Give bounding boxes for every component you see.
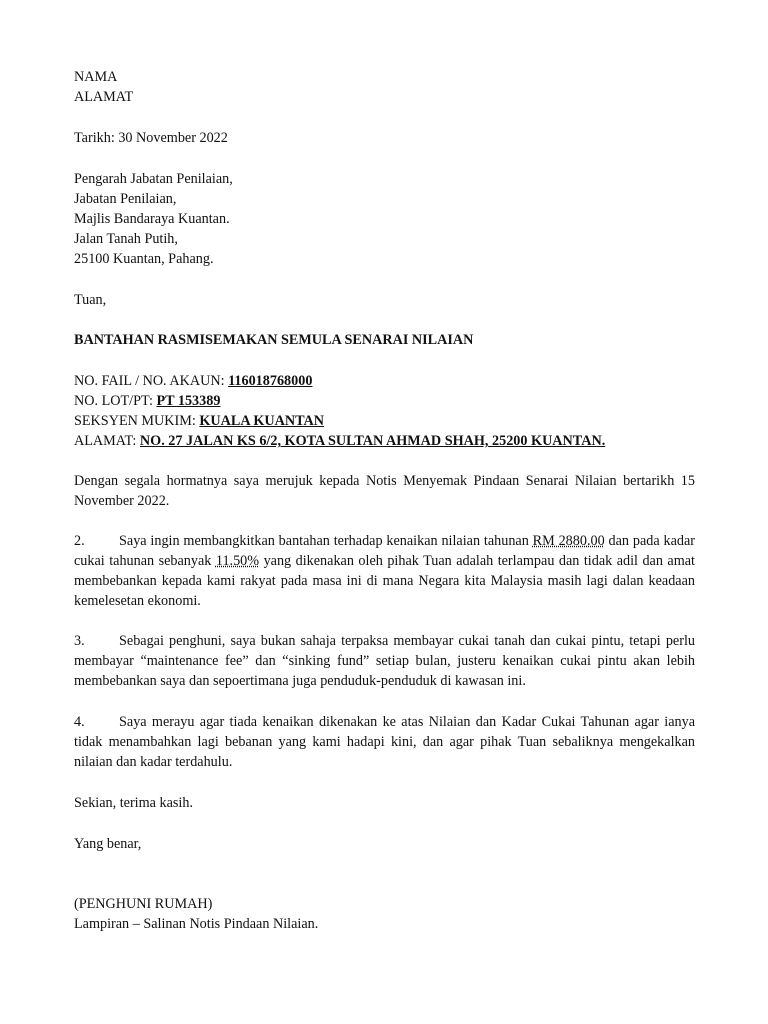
property-address-value: NO. 27 JALAN KS 6/2, KOTA SULTAN AHMAD SHAH, 25200 KUANTAN. (139, 433, 606, 449)
paragraph-4-number: 4. (74, 714, 85, 730)
valuation-amount: RM 2880.00 (532, 533, 605, 549)
file-number-value: 116018768000 (228, 373, 313, 389)
recipient-line: Jabatan Penilaian, (74, 191, 177, 207)
signature-block (74, 894, 695, 934)
sender-address: ALAMAT (74, 89, 134, 105)
sender-block (74, 67, 695, 107)
property-address-label: ALAMAT: (74, 433, 140, 449)
file-number-label: NO. FAIL / NO. AKAUN: (74, 373, 229, 389)
file-number-row (74, 371, 695, 391)
salutation-text: Tuan, (74, 292, 107, 308)
attachment-note: Lampiran – Salinan Notis Pindaan Nilaian. (74, 916, 319, 932)
salutation (74, 290, 695, 310)
subject-heading (74, 330, 695, 350)
paragraph-2-text: yang dikenakan oleh pihak Tuan adalah terlampau dan tidak adil dan amat membebankan kepada kami rakyat pada masa ini di mana Negara kita Malaysia masih lagi dalan keadaan kemelesetan ekonomi. (74, 553, 696, 609)
recipient-block (74, 169, 695, 269)
date-text: Tarikh: 30 November 2022 (74, 130, 228, 146)
paragraph-2-number: 2. (74, 533, 85, 549)
paragraph-1: Dengan segala hormatnya saya merujuk kepada Notis Menyemak Pindaan Senarai Nilaian bertarikh 15 November 2022. (74, 473, 695, 509)
lot-number-row (74, 391, 695, 411)
recipient-line: Pengarah Jabatan Penilaian, (74, 171, 233, 187)
closing (74, 793, 695, 813)
mukim-row (74, 411, 695, 431)
letter-date (74, 128, 695, 148)
lot-number-value: PT 153389 (156, 393, 221, 409)
paragraph-2-text: dan pada kadar cukai tahunan sebanyak (74, 533, 695, 569)
recipient-line: Jalan Tanah Putih, (74, 231, 178, 247)
signatory-name: (PENGHUNI RUMAH) (74, 896, 213, 912)
paragraph-4-text: Saya merayu agar tiada kenaikan dikenakan ke atas Nilaian dan Kadar Cukai Tahunan agar ianya tidak menambahkan lagi bebanan yang kami hadapi kini, dan agar pihak Tuan sebaliknya mengekalkan nilaian dan kadar terdahulu. (74, 714, 695, 770)
mukim-label: SEKSYEN MUKIM: (74, 413, 200, 429)
closing-text: Sekian, terima kasih. (74, 795, 193, 811)
paragraph-3-text: Sebagai penghuni, saya bukan sahaja terpaksa membayar cukai tanah dan cukai pintu, tetapi perlu membayar “maintenance fee” dan “sinking fund” setiap bulan, justeru kenaikan cukai pintu akan lebih membebankan saya dan sepoertimana juga penduduk-penduduk di kawasan ini. (74, 633, 695, 689)
paragraph-2 (74, 531, 695, 611)
property-address-row (74, 431, 695, 451)
tax-rate: 11.50% (215, 553, 260, 569)
paragraph-2-text: Saya ingin membangkitkan bantahan terhadap kenaikan nilaian tahunan (119, 533, 533, 549)
sign-off-text: Yang benar, (74, 836, 142, 852)
recipient-line: Majlis Bandaraya Kuantan. (74, 211, 230, 227)
sender-name: NAMA (74, 69, 118, 85)
reference-details (74, 371, 695, 451)
sign-off (74, 834, 695, 854)
paragraph-3-number: 3. (74, 633, 85, 649)
paragraph-3 (74, 631, 695, 691)
subject-text: BANTAHAN RASMISEMAKAN SEMULA SENARAI NILAIAN (74, 332, 474, 348)
mukim-value: KUALA KUANTAN (199, 413, 325, 429)
recipient-line: 25100 Kuantan, Pahang. (74, 251, 214, 267)
paragraph-4 (74, 712, 695, 772)
lot-number-label: NO. LOT/PT: (74, 393, 157, 409)
